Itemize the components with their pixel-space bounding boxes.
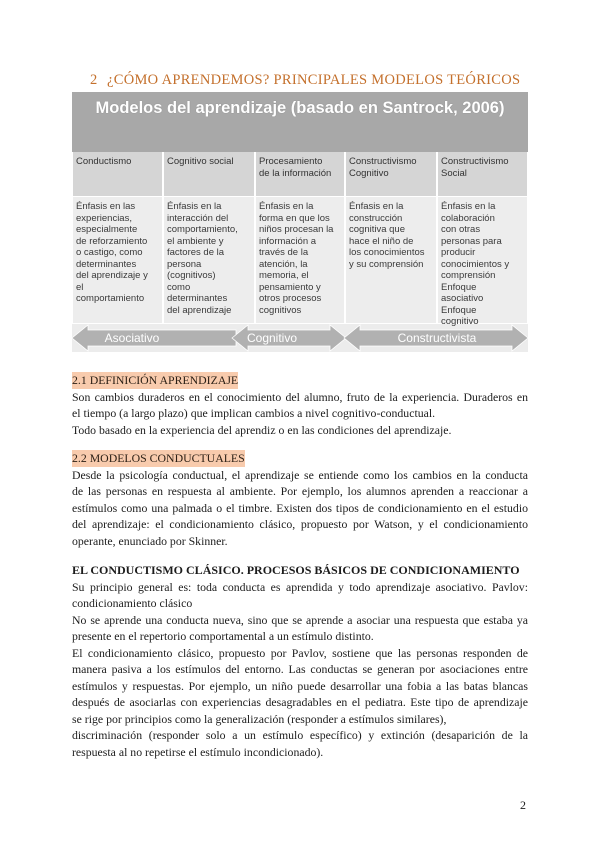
column-body [73,197,162,323]
section-conductismo-clasico [72,562,528,760]
column-header [256,152,344,196]
section-heading: 2.1 DEFINICIÓN APRENDIZAJE [72,373,239,387]
column-body-line: hace el niño de [349,235,414,247]
column-body-line: Énfasis en la [167,201,222,213]
text-line: estímulos como una palmada o el timbre. Existen dos tipos de condicionamiento en el estudio [72,500,528,515]
learning-models-figure [72,92,528,352]
column-body [438,197,527,328]
column-body-line: con otras [441,224,481,236]
text-line: estímulos y respuestas. Por ejemplo, un niño puede desarrollar una fobia a las batas blancas [72,678,528,693]
column-body-line: niños procesan la [259,224,334,236]
section-body [72,579,528,761]
column-body-line: interacción del [167,212,229,224]
column-body [346,197,436,323]
paragraph [72,645,528,728]
text-line: Su principio general es: toda conducta es aprendida y todo aprendizaje asociativo. Pavlov: [72,579,528,594]
paradigm-arrows [72,324,528,352]
text-line: Desde la psicología conductual, el aprendizaje se entiende como los cambios en la conducta [72,467,528,482]
text-line: El condicionamiento clásico, propuesto por Pavlov, sostiene que las personas responden de [72,645,528,660]
column-body-line: información a [259,235,317,247]
text-line: presente en el repertorio comportamental a un estímulo distinto. [72,629,374,643]
section-modelos-conductuales [72,450,528,549]
arrow-label-constructivista: Constructivista [397,331,477,345]
page-number: 2 [520,798,526,812]
column-body-line: construcción [349,212,403,224]
column-body-line: el [76,281,84,293]
arrow-label-cognitivo: Cognitivo [246,331,298,345]
column-body-line: producir [441,247,476,259]
column-body-line: Enfoque [441,304,477,316]
column-body-line: comportamiento [76,293,145,305]
column-body-line: memoria, el [259,270,309,282]
column-header [346,152,436,196]
column-header-line: Conductismo [76,156,132,167]
column-body-line: factores de la [167,247,225,259]
column-body-line: pensamiento y [259,281,321,293]
column-body-line: del aprendizaje y [76,270,148,282]
column-body-line: forma en que los [259,212,330,224]
text-line: del aprendizaje: el condicionamiento clásico, propuesto por Watson, y el condicionamiento [72,517,528,531]
column-body-line: Énfasis en las [76,201,136,213]
column-body-line: o castigo, como [76,247,143,259]
column-body-line: del aprendizaje [167,304,232,316]
column-body-line: atención, la [259,258,308,270]
column-header [164,152,254,196]
column-body-line: determinantes [76,258,137,270]
section-body [72,389,528,439]
column-body-line: cognitivo [441,316,479,328]
column-body-line: comportamiento, [167,224,238,236]
column-body-line: persona [167,258,202,270]
text-line: se rige por principios como la generalización (responder a estímulos similares), [72,711,447,726]
arrow-label-asociativo: Asociativo [104,331,160,345]
figure-title: Modelos del aprendizaje (basado en Santrock, 2006) [72,92,528,152]
column-body-line: Enfoque [441,281,477,293]
column-body-line: comprensión [441,270,496,282]
column-body-line: especialmente [76,224,138,236]
column-constructivismo-cognitivo [345,152,437,324]
text-line: después de asociarlas con experiencias desagradables en el pediatra. Este tipo de aprendizaje [72,695,528,709]
section-heading: EL CONDUCTISMO CLÁSICO. PROCESOS BÁSICOS DE CONDICIONAMIENTO [72,563,520,577]
column-header-line: de la información [259,168,332,179]
text-line: operante, enunciado por Skinner. [72,533,228,548]
column-body-line: asociativo [441,293,484,305]
paragraph [72,422,528,439]
column-header-line: Constructivismo [349,156,417,167]
text-line: manera pasiva a los estímulos del entorno. Las conductas se generan por asociaciones entre [72,662,528,676]
column-body-line: conocimientos y [441,258,510,270]
text-line: de las personas en respuesta al ambiente. Por ejemplo, los alumnos aprenden a reaccionar a [72,484,528,498]
column-body-line: los conocimientos [349,247,425,259]
column-body-line: Énfasis en la [259,201,314,213]
column-body [164,197,254,323]
text-line: discriminación (responder solo a un estímulo específico) y extinción (desaparición de la [72,728,528,742]
column-body-line: el ambiente y [167,235,224,247]
column-body-line: cognitivos [259,304,302,316]
column-conductismo [72,152,163,324]
text-line: Todo basado en la experiencia del aprendiz o en las condiciones del aprendizaje. [72,422,452,437]
column-body-line: través de la [259,247,309,259]
column-procesamiento-informacion [255,152,345,324]
column-header-line: Cognitivo [349,168,389,179]
column-header-line: Cognitivo social [167,156,234,167]
column-body-line: experiencias, [76,212,132,224]
column-body-line: como [167,281,191,293]
text-line: condicionamiento clásico [72,596,193,610]
column-body-line: de reforzamiento [76,235,148,247]
column-body-line: determinantes [167,293,228,305]
column-body-line: Énfasis en la [441,201,496,213]
section-heading: 2.2 MODELOS CONDUCTUALES [72,451,245,465]
text-line: el tiempo (a largo plazo) que implican cambios a nivel cognitivo-conductual. [72,406,436,420]
column-body [256,197,344,323]
text-line: No se aprende una conducta nueva, sino que se aprende a asociar una respuesta que estaba ya [72,612,528,627]
column-body-line: (cognitivos) [167,270,216,282]
paragraph [72,612,528,645]
section-body [72,467,528,550]
column-header [438,152,527,196]
paragraph [72,727,528,760]
chapter-title: ¿CÓMO APRENDEMOS? PRINCIPALES MODELOS TEÓRICOS [107,72,521,88]
column-cognitivo-social [163,152,255,324]
text-line: respuesta al no repetirse el estímulo incondicionado). [72,744,324,759]
column-body-line: y su comprensión [349,258,424,270]
column-body-line: personas para [441,235,502,247]
paragraph [72,467,528,550]
paragraph [72,389,528,422]
text-line: Son cambios duraderos en el conocimiento del alumno, fruto de la experiencia. Duraderos en [72,389,528,404]
column-body-line: colaboración [441,212,495,224]
column-header [73,152,162,196]
chapter-heading [90,71,520,89]
column-constructivismo-social [437,152,528,328]
chapter-number: 2 [90,72,98,88]
paragraph [72,579,528,612]
column-header-line: Social [441,168,467,179]
section-definicion-aprendizaje [72,372,528,438]
column-header-line: Constructivismo [441,156,509,167]
column-body-line: otros procesos [259,293,322,305]
column-header-line: Procesamiento [259,156,323,167]
column-body-line: Énfasis en la [349,201,404,213]
column-body-line: cognitiva que [349,224,405,236]
